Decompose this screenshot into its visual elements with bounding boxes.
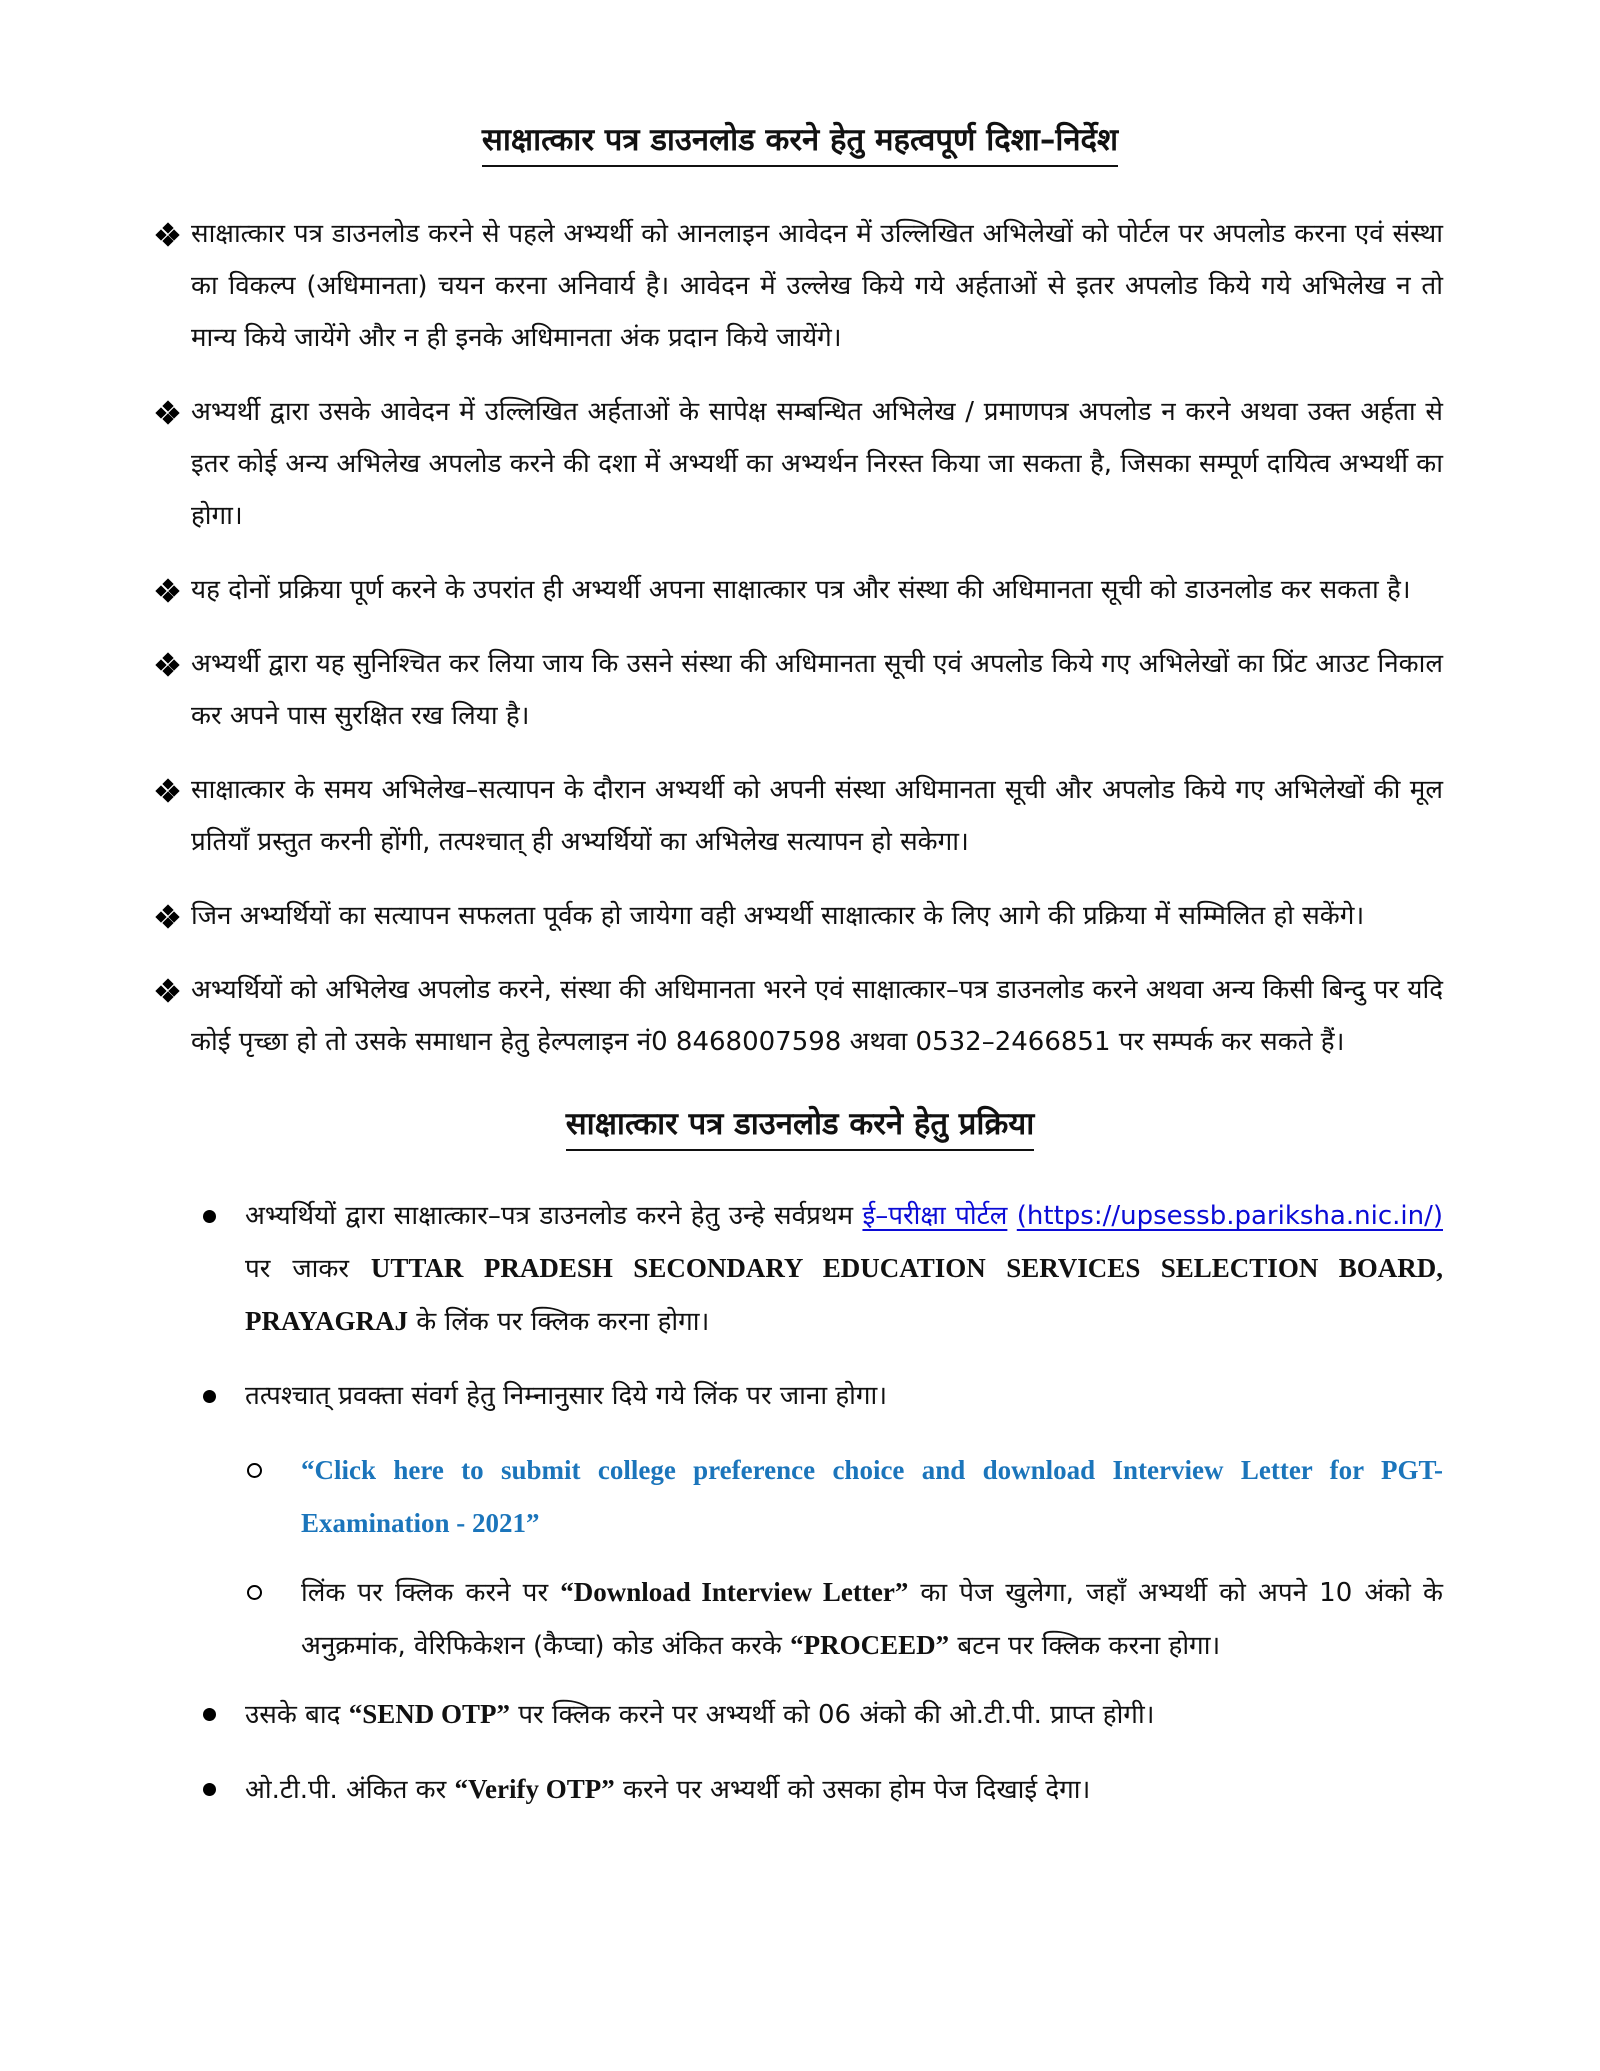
download-interview-letter-label: “Download Interview Letter”	[560, 1577, 909, 1607]
process-step-text	[245, 1688, 1443, 1741]
proceed-button-label: “PROCEED”	[790, 1630, 950, 1660]
text-segment: साक्षात्कार पत्र डाउनलोड करने से पहले अभ्यर्थी को आनलाइन आवेदन में उल्लिखित अभिलेखों को पोर्टल पर अपलोड करना एवं संस्था का विकल्प (अधिमानता) चयन करना अनिवार्य है। आवेदन में उल्लेख किये गये अर्हताओं से इतर अपलोड किये गये अभिलेख न तो मान्य किये जायेंगे और न ही इनके अधिमानता अंक प्रदान किये जायेंगे।	[191, 219, 1443, 353]
text-segment: का पेज खुलेगा, जहाँ अभ्यर्थी को अपने 10 अंको के अनुक्रमांक, वेरिफिकेशन (कैप्चा) कोड अंकित करके	[301, 1578, 1443, 1661]
guideline-text	[191, 208, 1443, 364]
process-step-text	[245, 1190, 1443, 1348]
guideline-text	[191, 890, 1443, 942]
pgt-link-label: “Click here to submit college preference choice and download Interview Letter for PGT-Examination - 2021”	[301, 1455, 1443, 1538]
text-segment: अभ्यर्थियों को अभिलेख अपलोड करने, संस्था की अधिमानता भरने एवं साक्षात्कार–पत्र डाउनलोड करने अथवा अन्य किसी बिन्दु पर यदि कोई पृच्छा हो तो उसके समाधान हेतु हेल्पलाइन नं0 8468007598 अथवा 0532–2466851 पर सम्पर्क कर सकते हैं।	[191, 975, 1443, 1057]
list-item	[157, 764, 1443, 868]
list-item	[157, 564, 1443, 616]
guidelines-list	[157, 208, 1443, 1068]
diamond-bullet-icon	[157, 654, 178, 675]
portal-url-link[interactable]: (https://upsessb.pariksha.nic.in/)	[1016, 1201, 1443, 1231]
circle-bullet-icon	[247, 1463, 262, 1478]
text-segment	[1007, 1201, 1016, 1231]
section2-title-text: साक्षात्कार पत्र डाउनलोड करने हेतु प्रक्रिया	[566, 1106, 1035, 1151]
text-segment: अभ्यर्थी द्वारा यह सुनिश्चित कर लिया जाय कि उसने संस्था की अधिमानता सूची एवं अपलोड किये गए अभिलेखों का प्रिंट आउट निकाल कर अपने पास सुरक्षित रख लिया है।	[191, 649, 1443, 731]
marker-col	[247, 1444, 301, 1478]
text-segment: अभ्यर्थी द्वारा उसके आवेदन में उल्लिखित अर्हताओं के सापेक्ष सम्बन्धित अभिलेख / प्रमाणपत्र अपलोड न करने अथवा उक्त अर्हता से इतर कोई अन्य अभिलेख अपलोड करने की दशा में अभ्यर्थी का अभ्यर्थन निरस्त किया जा सकता है, जिसका सम्पूर्ण दायित्व अभ्यर्थी का होगा।	[191, 397, 1443, 531]
marker-col	[203, 1688, 245, 1721]
diamond-bullet-icon	[157, 780, 178, 801]
marker-col	[157, 890, 191, 927]
text-segment: अभ्यर्थियों द्वारा साक्षात्कार–पत्र डाउनलोड करने हेतु उन्हे सर्वप्रथम	[245, 1201, 863, 1231]
list-item	[203, 1763, 1443, 1816]
guideline-text	[191, 386, 1443, 542]
marker-col	[203, 1763, 245, 1796]
diamond-bullet-icon	[157, 980, 178, 1001]
list-item	[157, 208, 1443, 364]
marker-col	[203, 1370, 245, 1403]
text-segment: उसके बाद	[245, 1700, 349, 1730]
marker-col	[157, 564, 191, 601]
marker-col	[247, 1566, 301, 1600]
circle-bullet-icon	[247, 1585, 262, 1600]
e-pariksha-portal-link[interactable]: ई–परीक्षा पोर्टल	[862, 1201, 1008, 1231]
diamond-bullet-icon	[157, 224, 178, 245]
marker-col	[203, 1190, 245, 1223]
guideline-text	[191, 964, 1443, 1068]
list-item	[203, 1190, 1443, 1348]
disc-bullet-icon	[203, 1210, 216, 1223]
process-substep-text	[301, 1444, 1443, 1550]
diamond-bullet-icon	[157, 402, 178, 423]
process-substep-text	[301, 1566, 1443, 1672]
list-item	[157, 890, 1443, 942]
diamond-bullet-icon	[157, 580, 178, 601]
text-segment: पर क्लिक करने पर अभ्यर्थी को 06 अंको की ओ.टी.पी. प्राप्त होगी।	[510, 1700, 1155, 1730]
text-segment: यह दोनों प्रक्रिया पूर्ण करने के उपरांत ही अभ्यर्थी अपना साक्षात्कार पत्र और संस्था की अधिमानता सूची को डाउनलोड कर सकता है।	[191, 575, 1411, 605]
text-segment: साक्षात्कार के समय अभिलेख–सत्यापन के दौरान अभ्यर्थी को अपनी संस्था अधिमानता सूची और अपलोड किये गए अभिलेखों की मूल प्रतियाँ प्रस्तुत करनी होंगी, तत्पश्चात् ही अभ्यर्थियों का अभिलेख सत्यापन हो सकेगा।	[191, 775, 1443, 857]
text-segment: करने पर अभ्यर्थी को उसका होम पेज दिखाई देगा।	[614, 1775, 1091, 1805]
marker-col	[157, 208, 191, 245]
process-step-text	[245, 1763, 1443, 1816]
sub-list-item	[247, 1566, 1443, 1672]
diamond-bullet-icon	[157, 906, 178, 927]
list-item	[203, 1370, 1443, 1422]
guideline-text	[191, 638, 1443, 742]
marker-col	[157, 964, 191, 1001]
marker-col	[157, 638, 191, 675]
guideline-text	[191, 564, 1443, 616]
marker-col	[157, 386, 191, 423]
disc-bullet-icon	[203, 1390, 216, 1403]
section1-title-text: साक्षात्कार पत्र डाउनलोड करने हेतु महत्वपूर्ण दिशा–निर्देश	[482, 122, 1118, 167]
guideline-text	[191, 764, 1443, 868]
send-otp-label: “SEND OTP”	[348, 1699, 510, 1729]
text-segment: के लिंक पर क्लिक करना होगा।	[408, 1307, 710, 1337]
text-segment: बटन पर क्लिक करना होगा।	[949, 1631, 1221, 1661]
section2-title	[157, 1102, 1443, 1144]
list-item	[157, 386, 1443, 542]
text-segment: जिन अभ्यर्थियों का सत्यापन सफलता पूर्वक हो जायेगा वही अभ्यर्थी साक्षात्कार के लिए आगे की प्रक्रिया में सम्मिलित हो सकेंगे।	[191, 901, 1365, 931]
board-name-text: UTTAR PRADESH SECONDARY EDUCATION SERVICES SELECTION BOARD, PRAYAGRAJ	[245, 1253, 1443, 1336]
text-segment: पर जाकर	[245, 1254, 371, 1284]
list-item	[157, 638, 1443, 742]
text-segment: तत्पश्चात् प्रवक्ता संवर्ग हेतु निम्नानुसार दिये गये लिंक पर जाना होगा।	[245, 1381, 888, 1411]
process-step-text	[245, 1370, 1443, 1422]
text-segment: लिंक पर क्लिक करने पर	[301, 1578, 561, 1608]
text-segment: ओ.टी.पी. अंकित कर	[245, 1775, 455, 1805]
marker-col	[157, 764, 191, 801]
section1-title	[157, 118, 1443, 160]
process-list	[157, 1190, 1443, 1816]
list-item	[203, 1688, 1443, 1741]
list-item	[157, 964, 1443, 1068]
disc-bullet-icon	[203, 1708, 216, 1721]
sub-list-item	[247, 1444, 1443, 1550]
disc-bullet-icon	[203, 1783, 216, 1796]
verify-otp-label: “Verify OTP”	[454, 1774, 615, 1804]
